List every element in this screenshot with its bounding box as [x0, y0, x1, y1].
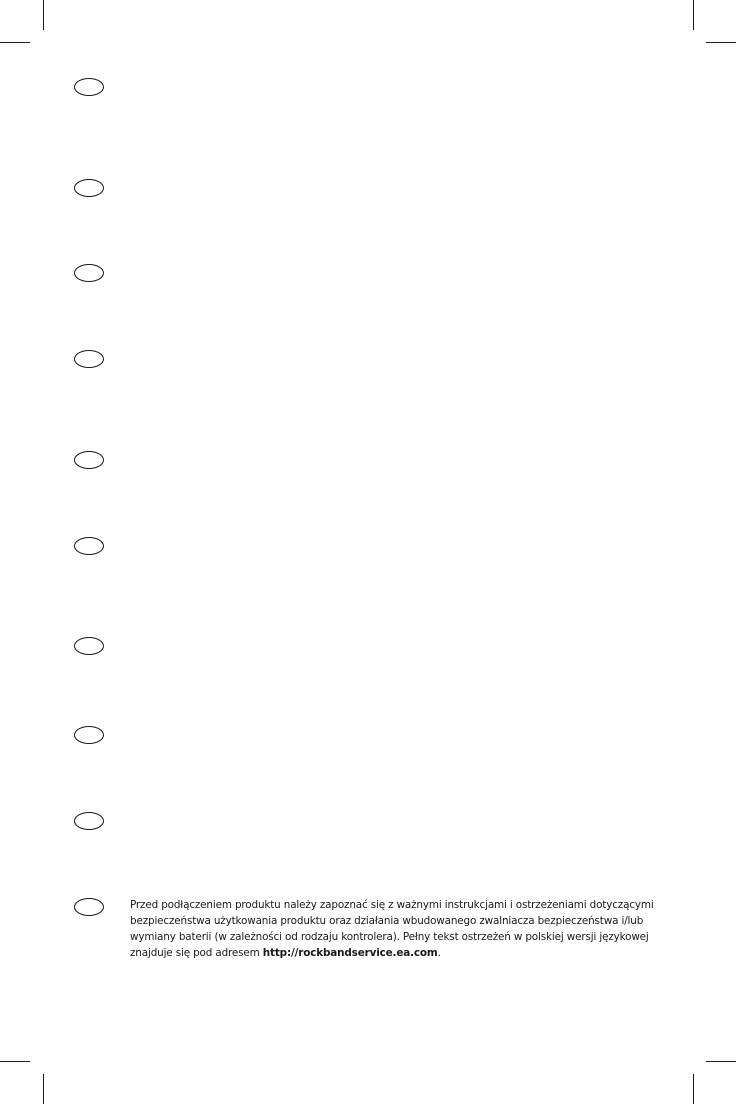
notice-line-4: [130, 945, 690, 961]
service-url-link[interactable]: http://rockbandservice.ea.com: [262, 947, 438, 959]
language-oval-10: [74, 898, 104, 916]
notice-line-2: bezpieczeństwa użytkowania produktu oraz działania wbudowanego zwalniacza bezpieczeństwa i/lub: [130, 915, 644, 927]
language-oval-9: [74, 812, 104, 830]
polish-safety-notice: [130, 897, 690, 961]
notice-line-4-prefix: znajduje się pod adresem: [130, 947, 263, 959]
language-oval-3: [74, 264, 104, 282]
language-oval-2: [74, 179, 104, 197]
language-oval-4: [74, 350, 104, 368]
crop-mark-bottom-right-v: [693, 1074, 694, 1104]
language-oval-1: [74, 78, 104, 96]
crop-mark-bottom-left-h: [0, 1061, 30, 1062]
language-oval-5: [74, 451, 104, 469]
crop-mark-top-left-h: [0, 42, 30, 43]
language-oval-7: [74, 637, 104, 655]
notice-line-3: wymiany baterii (w zależności od rodzaju kontrolera). Pełny tekst ostrzeżeń w polskiej wersji językowej: [130, 931, 649, 943]
notice-line-4-suffix: .: [437, 947, 441, 959]
crop-mark-top-right-v: [693, 0, 694, 30]
crop-mark-top-left-v: [43, 0, 44, 30]
language-oval-8: [74, 726, 104, 744]
crop-mark-top-right-h: [706, 42, 736, 43]
language-oval-6: [74, 537, 104, 555]
crop-mark-bottom-left-v: [43, 1074, 44, 1104]
notice-line-1: Przed podłączeniem produktu należy zapoznać się z ważnymi instrukcjami i ostrzeżeniami dotyczącymi: [130, 899, 654, 911]
crop-mark-bottom-right-h: [706, 1061, 736, 1062]
